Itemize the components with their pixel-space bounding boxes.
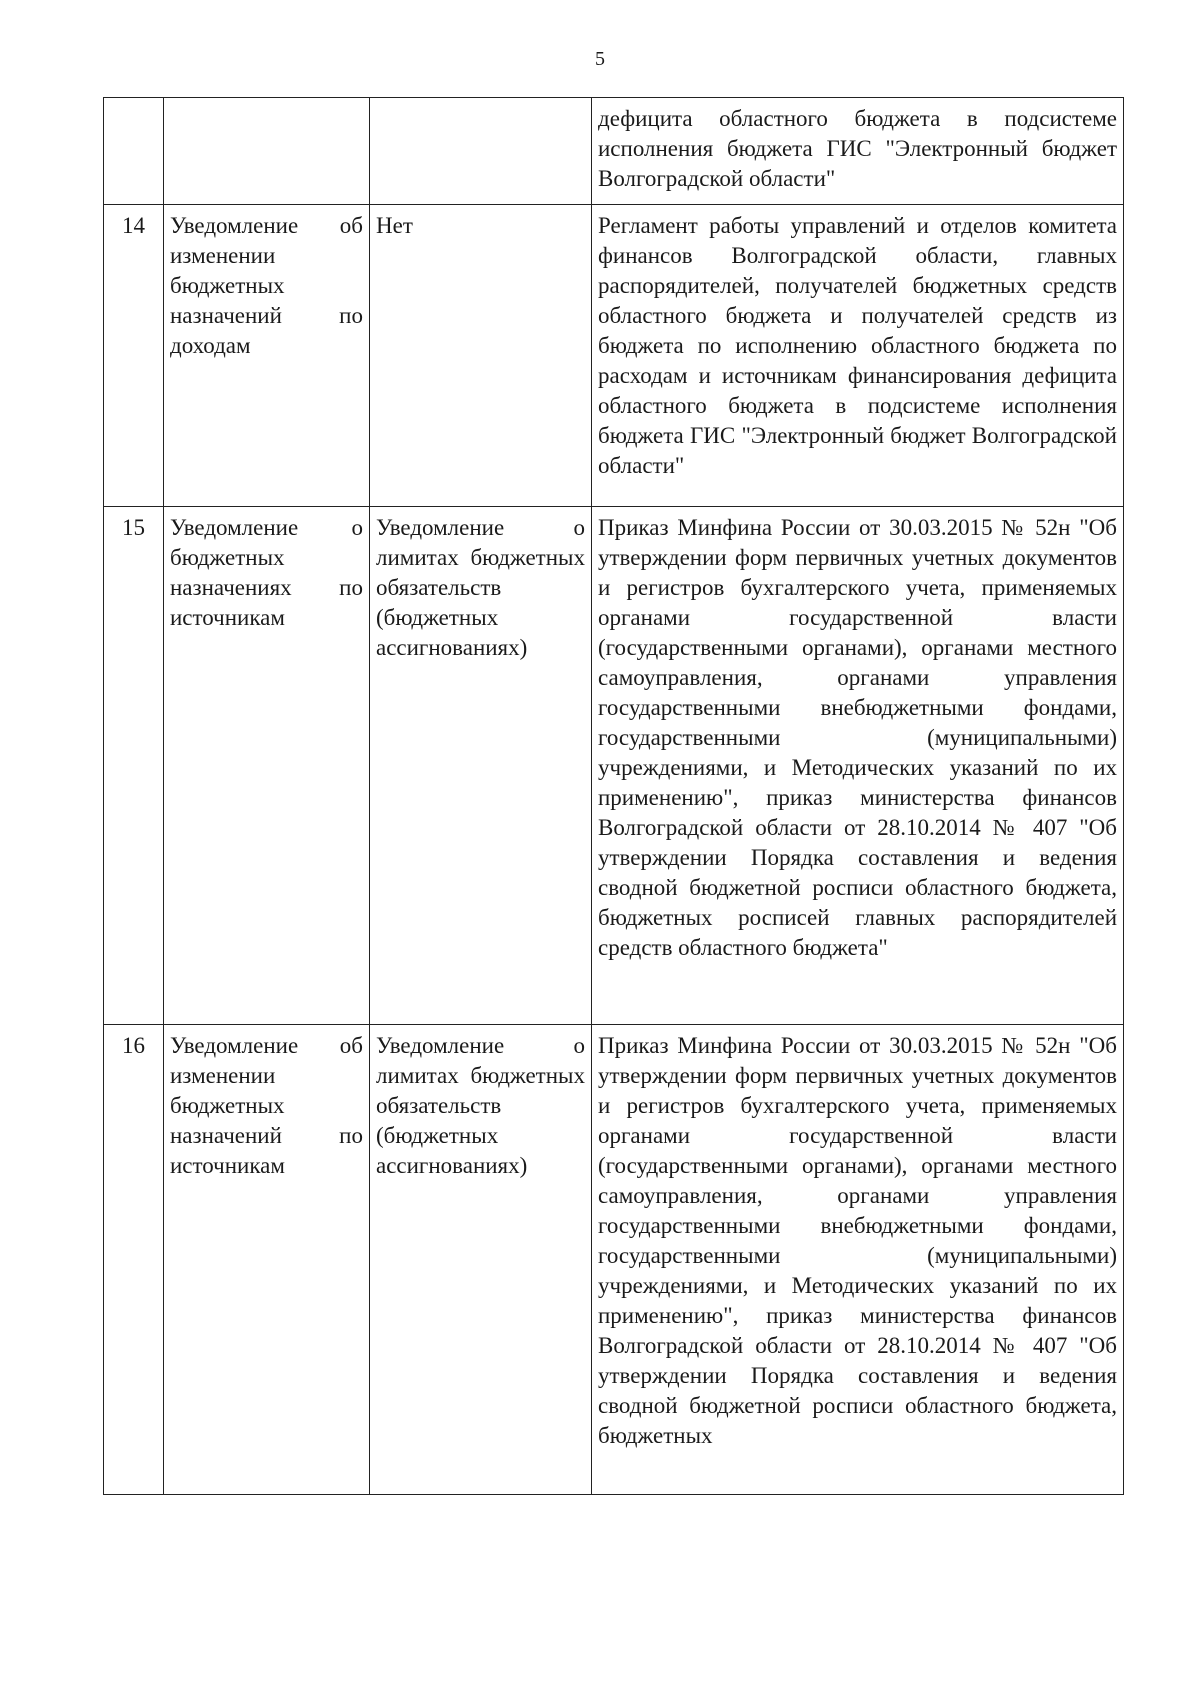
row-number-cell	[104, 98, 164, 205]
document-name-cell: Уведомление об изменении бюджетных назначений по источникам	[164, 1025, 370, 1495]
row-number-cell: 15	[104, 507, 164, 1025]
notification-cell	[370, 98, 592, 205]
table-row	[104, 205, 1124, 507]
document-table	[103, 97, 1124, 1495]
table-row	[104, 98, 1124, 205]
row-number-cell: 16	[104, 1025, 164, 1495]
notification-cell: Уведомление о лимитах бюджетных обязательств (бюджетных ассигнованиях)	[370, 507, 592, 1025]
notification-cell: Нет	[370, 205, 592, 507]
document-name-cell: Уведомление о бюджетных назначениях по источникам	[164, 507, 370, 1025]
page-number: 5	[595, 48, 605, 70]
basis-cell: Приказ Минфина России от 30.03.2015 № 52н "Об утверждении форм первичных учетных документов и регистров бухгалтерского учета, применяемых органами государственной власти (государственными органами), органами местного самоуправления, органами управления государственными внебюджетными фондами, государственными (муниципальными) учреждениями, и Методических указаний по их применению", приказ министерства финансов Волгоградской области от 28.10.2014 № 407 "Об утверждении Порядка составления и ведения сводной бюджетной росписи областного бюджета, бюджетных росписей главных распорядителей средств областного бюджета"	[592, 507, 1124, 1025]
basis-cell: дефицита областного бюджета в подсистеме исполнения бюджета ГИС "Электронный бюджет Волгоградской области"	[592, 98, 1124, 205]
table-row	[104, 507, 1124, 1025]
document-name-cell: Уведомление об изменении бюджетных назначений по доходам	[164, 205, 370, 507]
basis-cell: Регламент работы управлений и отделов комитета финансов Волгоградской области, главных распорядителей, получателей бюджетных средств областного бюджета и получателей средств из бюджета по исполнению областного бюджета по расходам и источникам финансирования дефицита областного бюджета в подсистеме исполнения бюджета ГИС "Электронный бюджет Волгоградской области"	[592, 205, 1124, 507]
basis-cell: Приказ Минфина России от 30.03.2015 № 52н "Об утверждении форм первичных учетных документов и регистров бухгалтерского учета, применяемых органами государственной власти (государственными органами), органами местного самоуправления, органами управления государственными внебюджетными фондами, государственными (муниципальными) учреждениями, и Методических указаний по их применению", приказ министерства финансов Волгоградской области от 28.10.2014 № 407 "Об утверждении Порядка составления и ведения сводной бюджетной росписи областного бюджета, бюджетных	[592, 1025, 1124, 1495]
notification-cell: Уведомление о лимитах бюджетных обязательств (бюджетных ассигнованиях)	[370, 1025, 592, 1495]
document-name-cell	[164, 98, 370, 205]
table-row	[104, 1025, 1124, 1495]
row-number-cell: 14	[104, 205, 164, 507]
